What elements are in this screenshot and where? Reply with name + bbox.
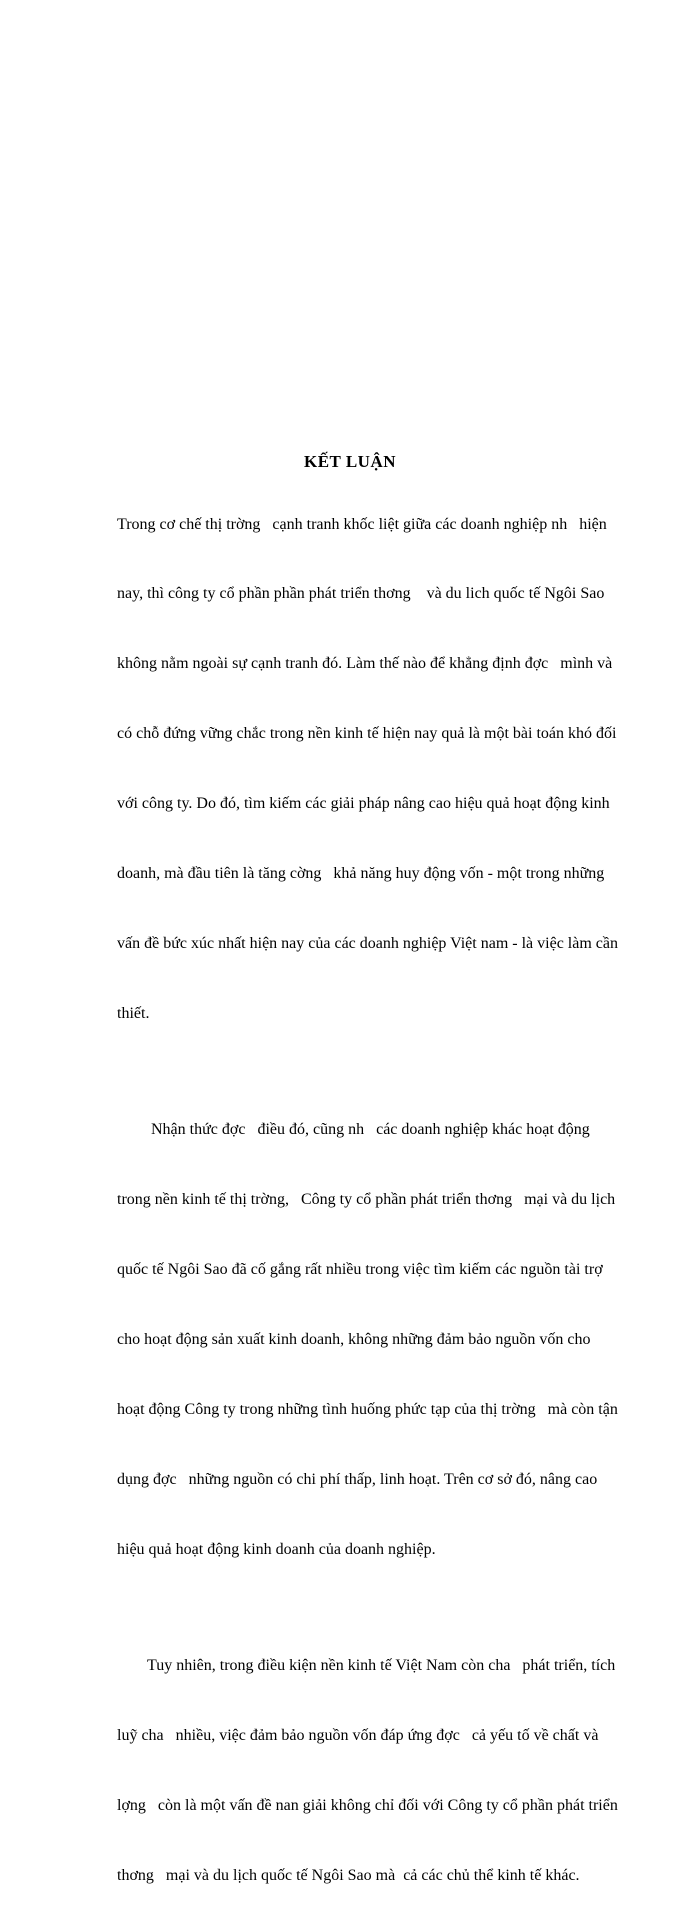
text-line: trong nền kinh tế thị trờng, Công ty cổ phần phát triển thơng mại và du lịch (117, 1191, 616, 1209)
text-line: doanh, mà đầu tiên là tăng cờng khả năng huy động vốn - một trong những (117, 865, 605, 883)
page-title: KẾT LUẬN (303, 452, 396, 471)
paragraph-1 (117, 466, 665, 1072)
text-line: thiết. (117, 1004, 150, 1022)
text-line: hiệu quả hoạt động kinh doanh của doanh nghiệp. (117, 1540, 436, 1558)
text-line: nay, thì công ty cổ phần phần phát triển thơng và du lich quốc tế Ngôi Sao (117, 585, 605, 603)
body-text (117, 466, 665, 1920)
paragraph-3 (117, 1608, 665, 1920)
text-line: quốc tế Ngôi Sao đã cố gắng rất nhiều trong việc tìm kiếm các nguồn tài trợ (117, 1261, 603, 1279)
text-line: cho hoạt động sản xuất kinh doanh, không những đảm bảo nguồn vốn cho (117, 1330, 591, 1348)
text-line: luỹ cha nhiều, việc đảm bảo nguồn vốn đáp ứng đợc cả yếu tố về chất và (117, 1727, 599, 1745)
text-line: thơng mại và du lịch quốc tế Ngôi Sao mà cả các chủ thể kinh tế khác. (117, 1866, 580, 1884)
text-line: không nằm ngoài sự cạnh tranh đó. Làm thế nào để khẳng định đợc mình và (117, 655, 613, 673)
text-line: có chỗ đứng vững chắc trong nền kinh tế hiện nay quả là một bài toán khó đối (117, 725, 617, 743)
text-line: hoạt động Công ty trong những tình huống phức tạp của thị trờng mà còn tận (117, 1400, 618, 1418)
text-line: lợng còn là một vấn đề nan giải không chỉ đối với Công ty cổ phần phát triển (117, 1796, 618, 1814)
text-line: Trong cơ chế thị trờng cạnh tranh khốc liệt giữa các doanh nghiệp nh hiện (117, 515, 607, 533)
text-line: với công ty. Do đó, tìm kiếm các giải pháp nâng cao hiệu quả hoạt động kinh (117, 795, 610, 813)
text-line: Nhận thức đợc điều đó, cũng nh các doanh nghiệp khác hoạt động (151, 1121, 590, 1139)
text-line: vấn đề bức xúc nhất hiện nay của các doanh nghiệp Việt nam - là việc làm cần (117, 934, 618, 952)
text-line: dụng đợc những nguồn có chi phí thấp, linh hoạt. Trên cơ sở đó, nâng cao (117, 1470, 598, 1488)
paragraph-2 (117, 1072, 665, 1608)
text-line: Tuy nhiên, trong điều kiện nền kinh tế Việt Nam còn cha phát triển, tích (147, 1657, 616, 1675)
